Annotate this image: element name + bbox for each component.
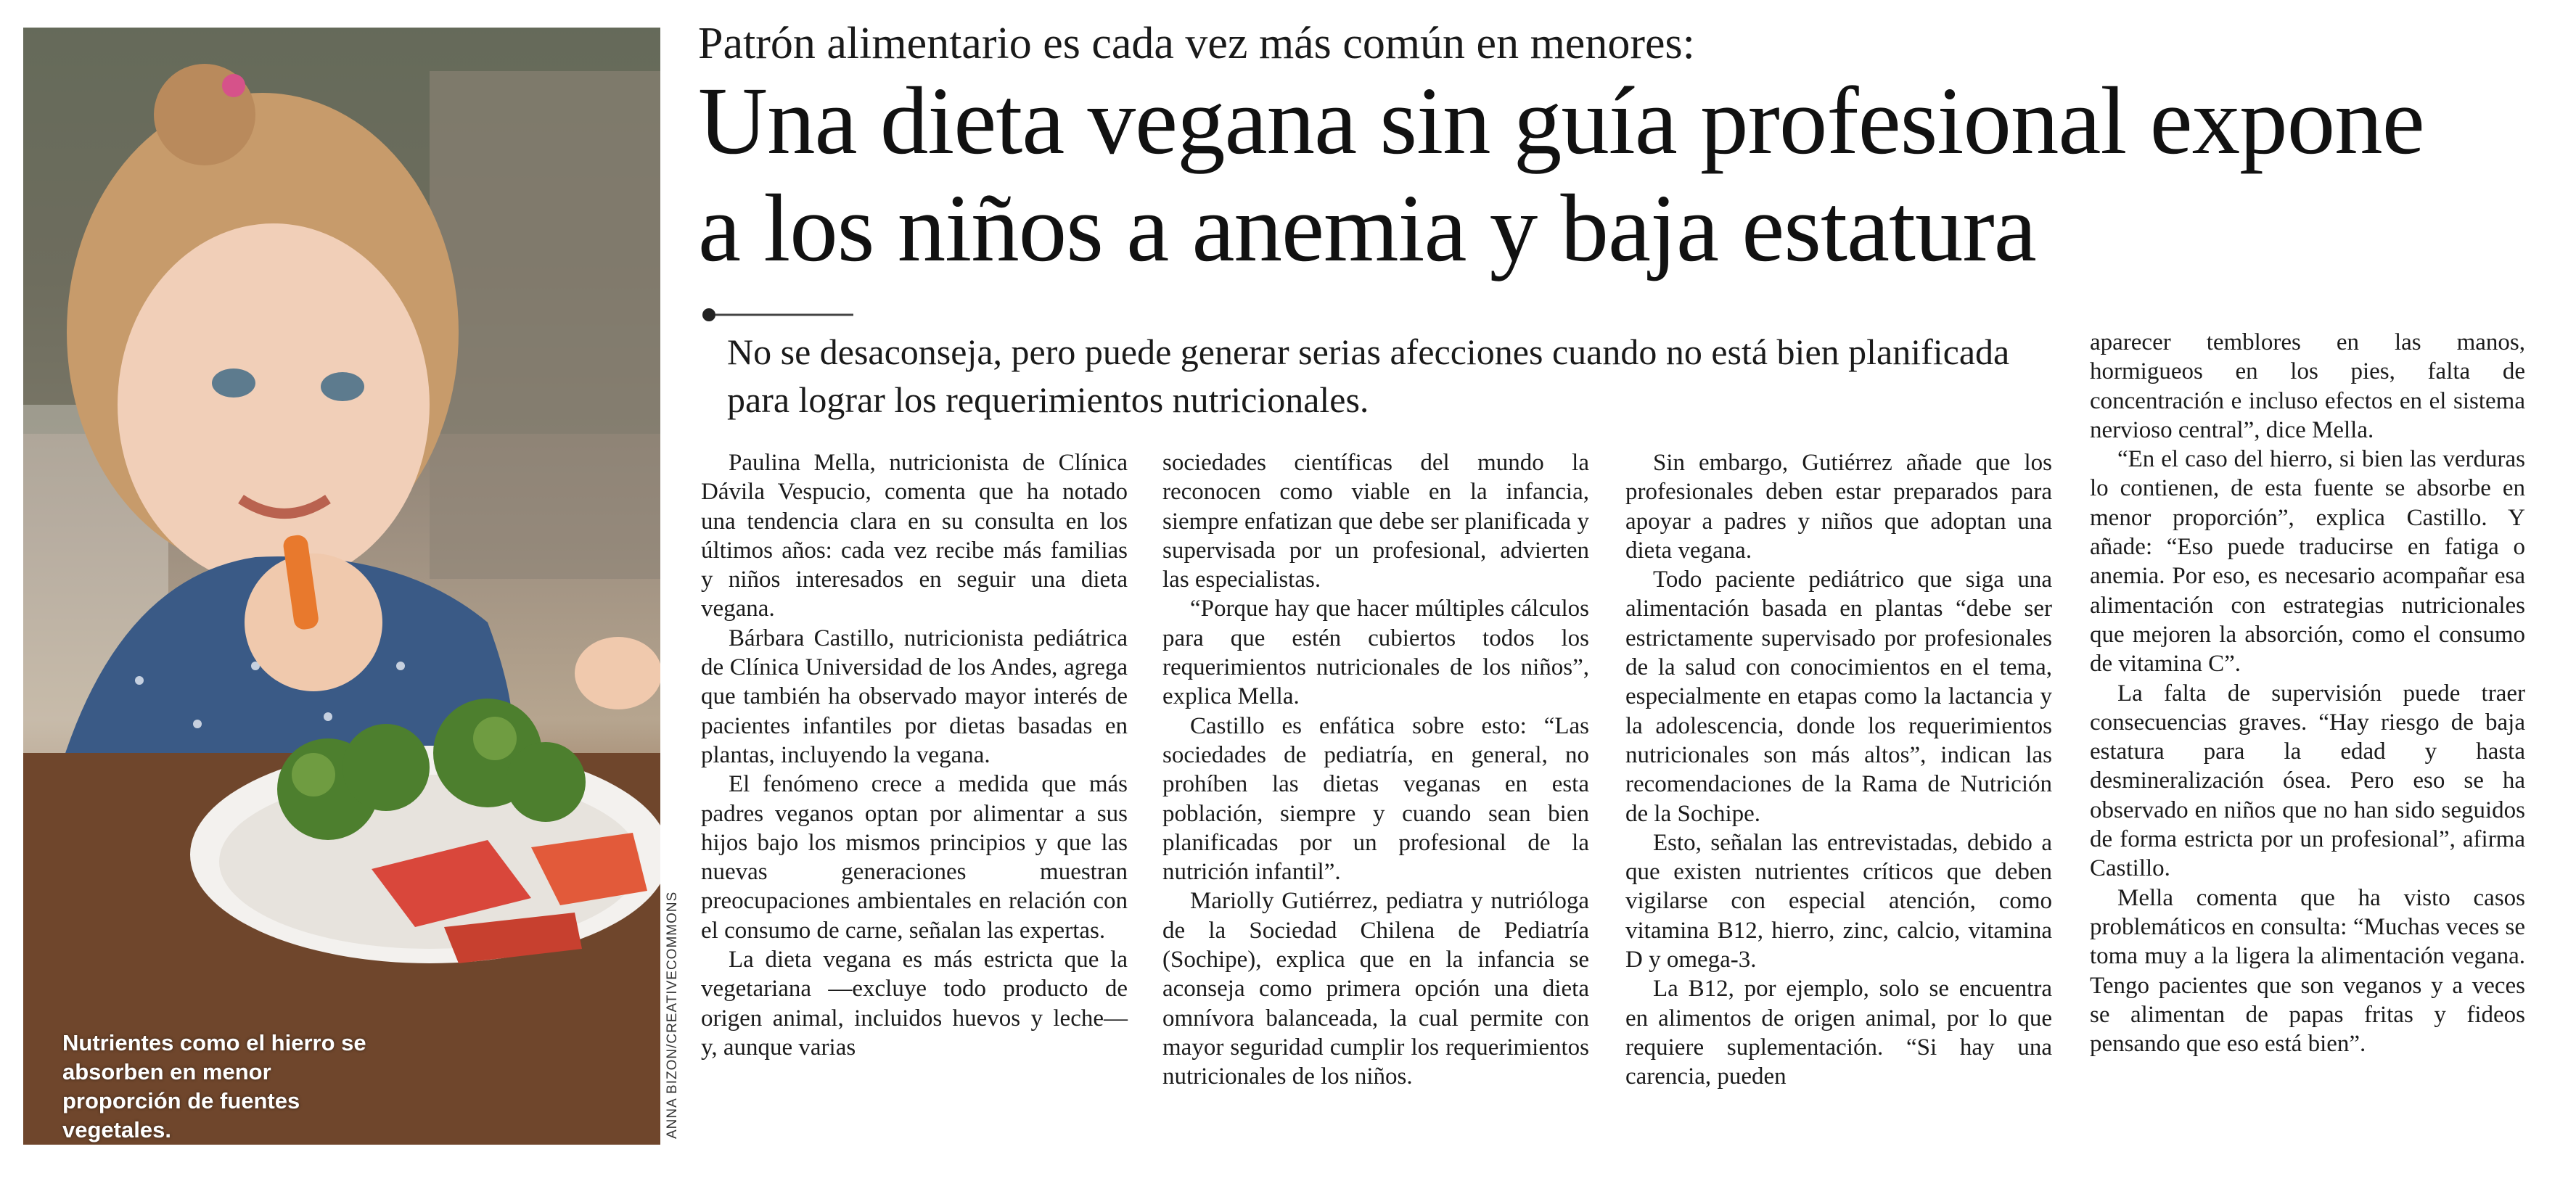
paragraph: Mella comenta que ha visto casos problemáticos en consulta: “Muchas veces se toma muy a la ligera la alimentación vegana. Tengo pacientes que son veganos y a veces se alimentan de papas fritas y fideos pensando que eso está bien”. [2090,884,2525,1058]
article-kicker: Patrón alimentario es cada vez más común en menores: [698,19,1695,68]
article-subhead: No se desaconseja, pero puede generar serias afecciones cuando no está bien planificada para lograr los requerimientos nutricionales. [727,332,2010,420]
photo-illustration [23,28,660,1145]
article-photo [23,28,660,1145]
paragraph: “En el caso del hierro, si bien las verduras lo contienen, de esta fuente se absorbe en menor proporción”, explica Castillo. Y añade: “Eso puede traducirse en fatiga o anemia. Por eso, es necesario acompañar esa alimentación con estrategias nutricionales que mejoren la absorción, como el consumo de vitamina C”. [2090,446,2525,678]
paragraph: La falta de supervisión puede traer consecuencias graves. “Hay riesgo de baja estatura para la edad y hasta desmineralización ósea. Pero eso se ha observado en niños que no han sido seguidos de forma estricta por un profesional”, afirma Castillo. [2090,680,2525,882]
photo-credit: ANNA BIZON/CREATIVECOMMONS [665,891,680,1139]
paragraph: Sin embargo, Gutiérrez añade que los profesionales deben estar preparados para apoyar a padres y niños que adoptan una dieta vegana. [1625,450,2052,564]
paragraph: Paulina Mella, nutricionista de Clínica Dávila Vespucio, comenta que ha notado una tendencia clara en su consulta en los últimos años: cada vez recibe más familias y niños interesados en seguir una dieta vegana. [701,450,1128,622]
article-headline: Una dieta vegana sin guía profesional expone a los niños a anemia y baja estatura [698,67,2424,281]
paragraph: Castillo es enfática sobre esto: “Las sociedades de pediatría, en general, no prohíben las dietas veganas en esta población, siempre y cuando sean bien planificadas por un profesional de la nutrición infantil”. [1162,712,1589,886]
paragraph: sociedades científicas del mundo la reconocen como viable en la infancia, siempre enfatizan que debe ser planificada y supervisada por un profesional, advierten las especialistas. [1162,450,1589,593]
paragraph: El fenómeno crece a medida que más padres veganos optan por alimentar a sus hijos bajo los mismos principios y que las nuevas generaciones muestran preocupaciones ambientales en relación con el consumo de carne, señalan las expertas. [701,771,1128,944]
paragraph: La dieta vegana es más estricta que la vegetariana —excluye todo producto de origen animal, incluidos huevos y leche— y, aunque varias [701,947,1128,1061]
paragraph: aparecer temblores en las manos, hormigueos en los pies, falta de concentración e incluso efectos en el sistema nervioso central”, dice Mella. [2090,329,2525,443]
photo-caption: Nutrientes como el hierro se absorben en menor proporción de fuentes vegetales. [62,1030,366,1142]
paragraph: Todo paciente pediátrico que siga una alimentación basada en plantas “debe ser estrictamente supervisado por profesionales de la salud con conocimientos en el tema, especialmente en etapas como la lactancia y la adolescencia, donde los requerimientos nutricionales son más altos”, indican las recomendaciones de la Rama de Nutrición de la Sochipe. [1625,567,2052,827]
body-column-2 [1162,448,1589,1092]
headline-divider [701,307,853,323]
body-column-1 [701,448,1128,1062]
paragraph: La B12, por ejemplo, solo se encuentra en alimentos de origen animal, por lo que requiere suplementación. “Si hay una carencia, pueden [1625,976,2052,1090]
paragraph: “Porque hay que hacer múltiples cálculos para que estén cubiertos todos los requerimientos nutricionales de los niños”, explica Mella. [1162,596,1589,710]
paragraph: Bárbara Castillo, nutricionista pediátrica de Clínica Universidad de los Andes, agrega que también ha observado mayor interés de pacientes infantiles por dietas basadas en plantas, incluyendo la vegana. [701,625,1128,768]
paragraph: Mariolly Gutiérrez, pediatra y nutrióloga de la Sociedad Chilena de Pediatría (Sochipe), explica que en la infancia se aconseja como primera opción una dieta omnívora balanceada, la cual permite con mayor seguridad cumplir los requerimientos nutricionales de los niños. [1162,888,1589,1090]
paragraph: Esto, señalan las entrevistadas, debido a que existen nutrientes críticos que deben vigilarse con especial atención, como vitamina B12, hierro, zinc, calcio, vitamina D y omega-3. [1625,829,2052,973]
body-column-3 [1625,448,2052,1092]
body-column-4 [2090,328,2525,1058]
